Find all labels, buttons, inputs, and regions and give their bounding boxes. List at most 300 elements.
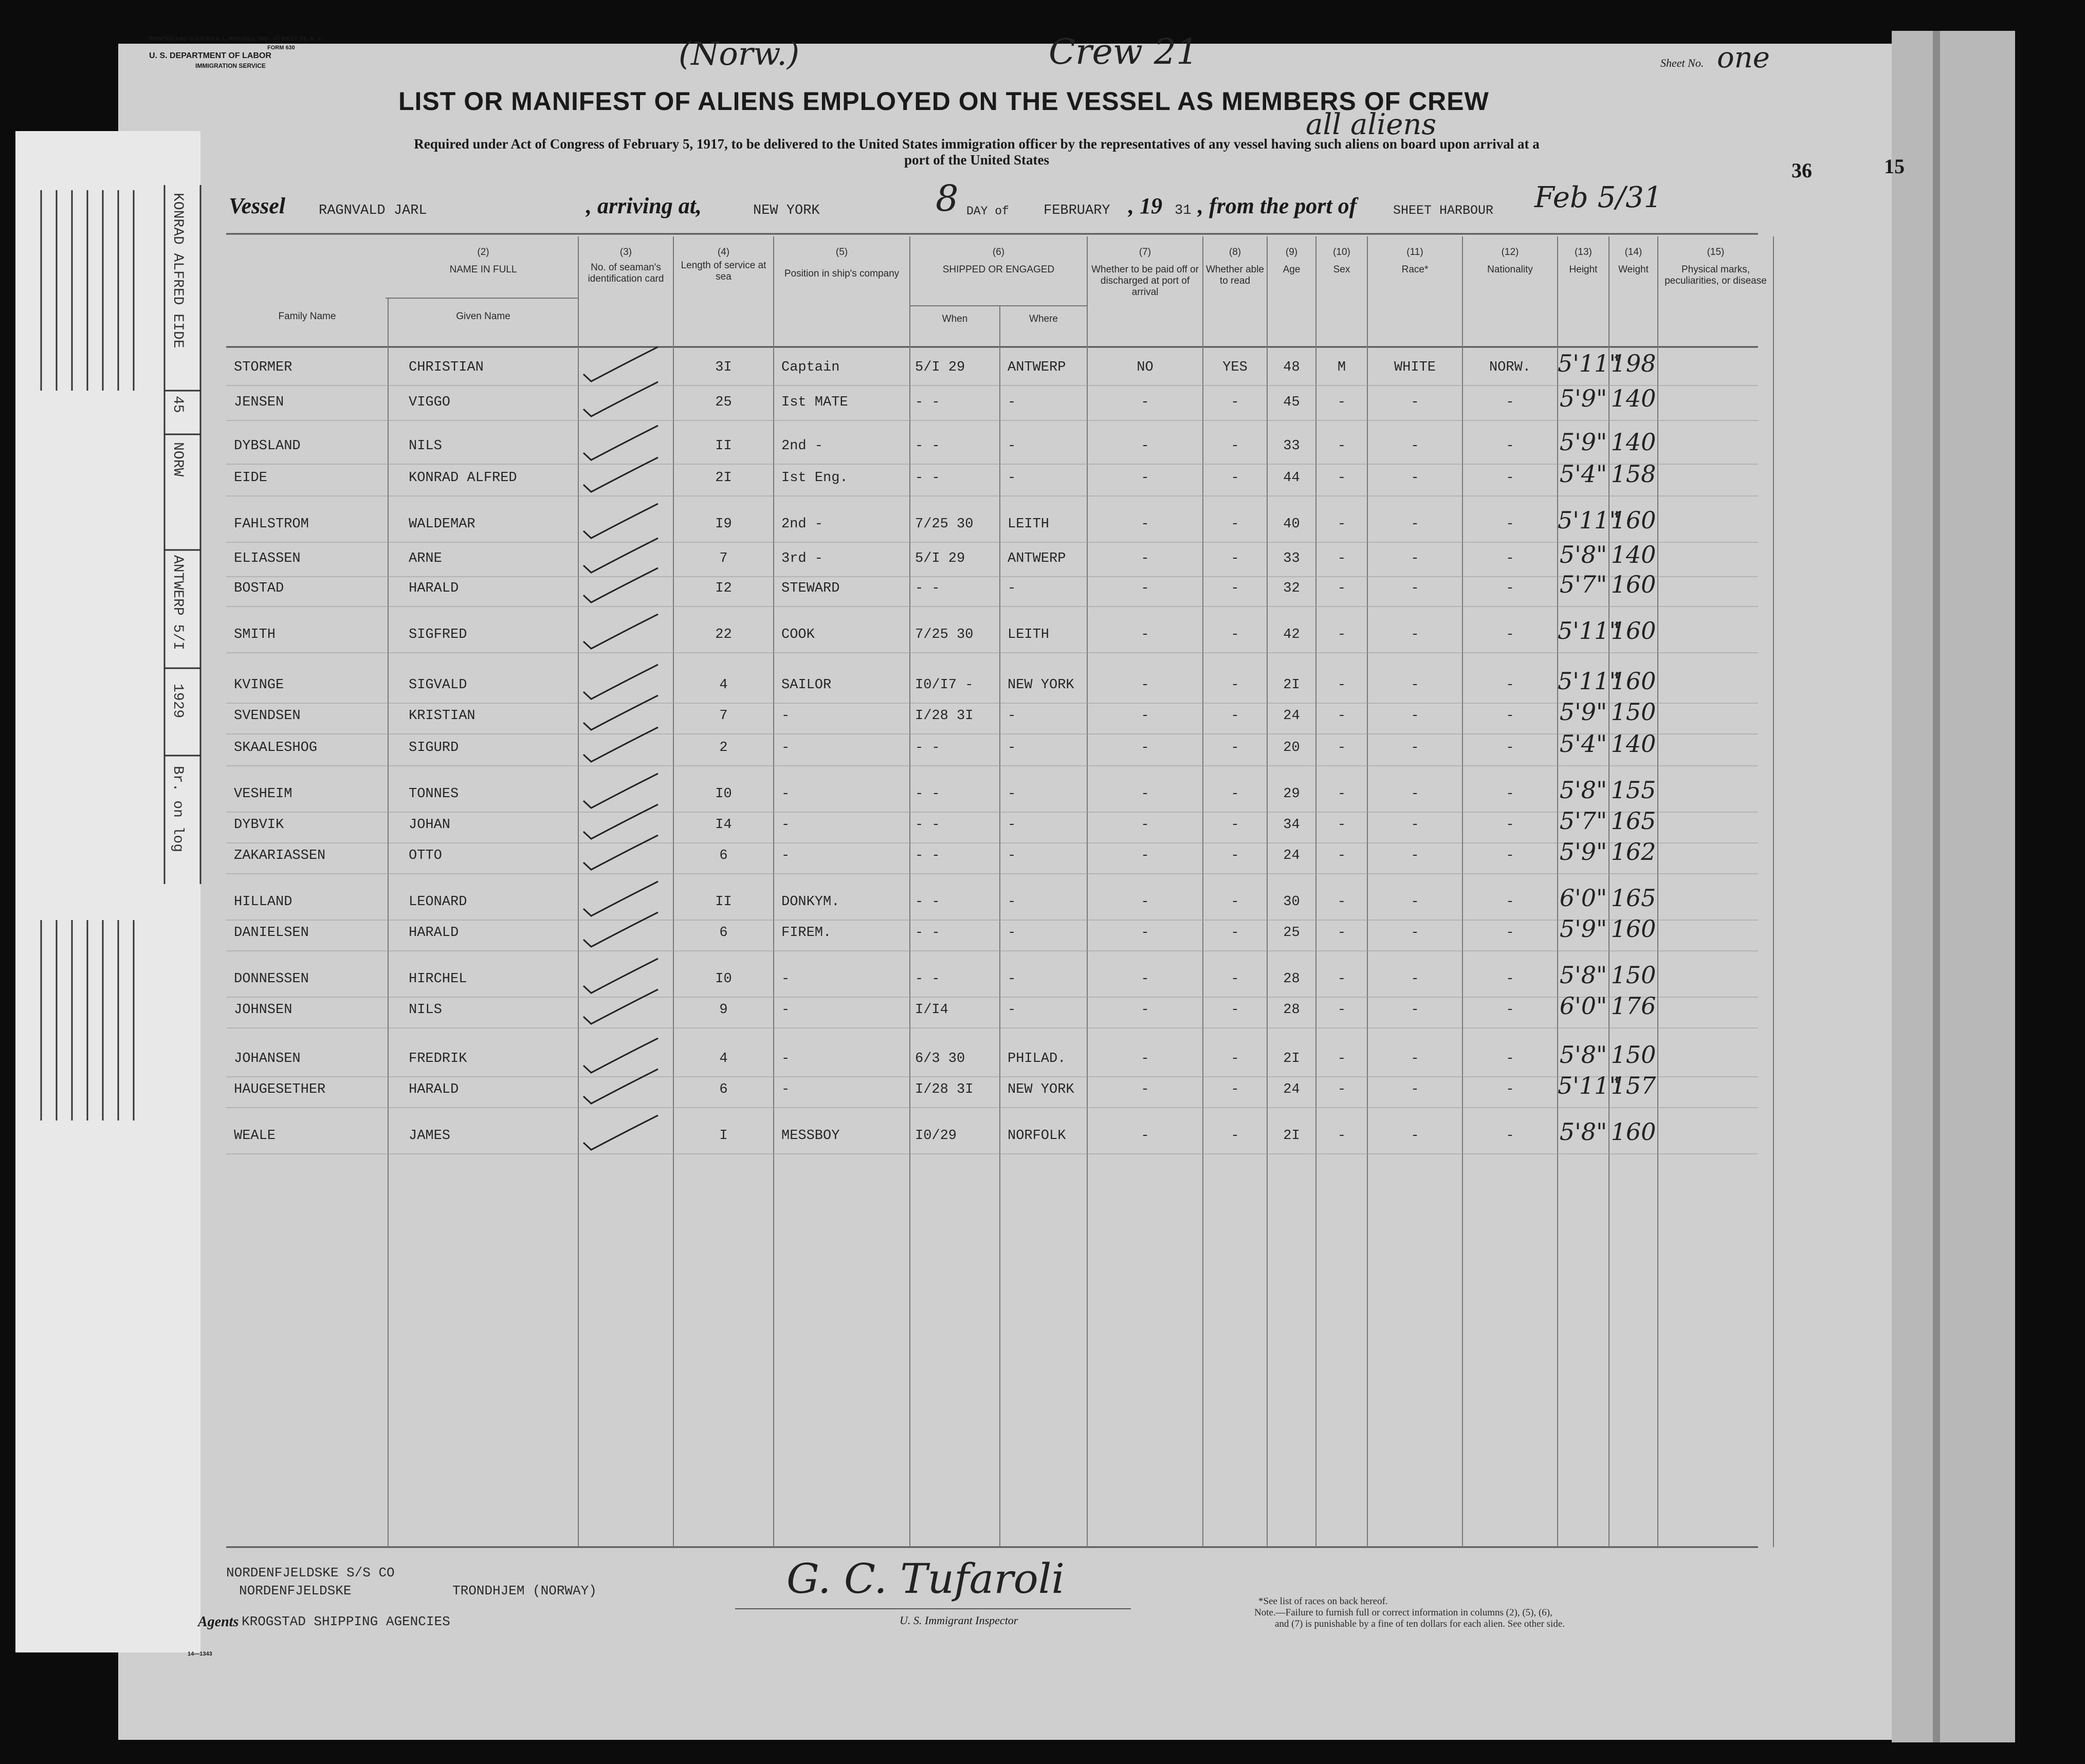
slip-age: 45 bbox=[170, 396, 186, 413]
cell-height: 5'7" bbox=[1559, 571, 1607, 598]
cell-race: - bbox=[1411, 925, 1419, 941]
cell-weight: 140 bbox=[1611, 384, 1656, 412]
cell-weight: 162 bbox=[1611, 838, 1656, 866]
cell-when: I/28 3I bbox=[915, 1082, 974, 1097]
annotation-crew: Crew 21 bbox=[1049, 32, 1199, 72]
cell-when: 7/25 30 bbox=[915, 517, 974, 532]
vessel-label: Vessel bbox=[229, 193, 285, 218]
cell-sex: - bbox=[1337, 551, 1346, 566]
cell-sex: - bbox=[1337, 894, 1346, 910]
cell-family: DYBVIK bbox=[234, 817, 284, 833]
cell-read: - bbox=[1231, 817, 1239, 833]
cell-family: HILLAND bbox=[234, 894, 292, 910]
inspector-label: U. S. Immigrant Inspector bbox=[900, 1614, 1018, 1627]
cell-age: 40 bbox=[1283, 517, 1300, 532]
cell-weight: 160 bbox=[1611, 617, 1656, 645]
cell-paid: - bbox=[1141, 786, 1149, 802]
cell-age: 25 bbox=[1283, 925, 1300, 941]
cell-nat: - bbox=[1506, 848, 1514, 863]
cell-paid: - bbox=[1141, 677, 1149, 693]
cell-service: 2 bbox=[719, 740, 728, 756]
cell-sex: M bbox=[1337, 360, 1346, 375]
col6-where: Where bbox=[1029, 314, 1058, 324]
arrival-port: NEW YORK bbox=[753, 203, 820, 218]
cell-given: CHRISTIAN bbox=[409, 360, 484, 375]
cell-service: 7 bbox=[719, 708, 728, 724]
cell-race: - bbox=[1411, 971, 1419, 987]
cell-weight: 198 bbox=[1611, 350, 1656, 377]
cell-family: DYBSLAND bbox=[234, 438, 301, 454]
cell-family: SMITH bbox=[234, 627, 276, 642]
cell-position: - bbox=[781, 740, 790, 756]
col2-title: NAME IN FULL bbox=[449, 264, 517, 275]
cell-family: BOSTAD bbox=[234, 581, 284, 596]
cell-paid: - bbox=[1141, 470, 1149, 486]
cell-family: EIDE bbox=[234, 470, 267, 486]
cell-where: NEW YORK bbox=[1008, 677, 1074, 693]
col5-num: (5) bbox=[835, 247, 848, 258]
from-port: SHEET HARBOUR bbox=[1393, 203, 1494, 218]
cell-position: - bbox=[781, 1082, 790, 1097]
cell-when: 6/3 30 bbox=[915, 1051, 965, 1067]
cell-position: - bbox=[781, 971, 790, 987]
cell-nat: - bbox=[1506, 581, 1514, 596]
note-fine: and (7) is punishable by a fine of ten dollars for each alien. See other side. bbox=[1275, 1619, 1565, 1629]
slip-year: 1929 bbox=[170, 684, 186, 719]
cell-nat: - bbox=[1506, 1082, 1514, 1097]
cell-family: VESHEIM bbox=[234, 786, 292, 802]
cell-age: 2I bbox=[1283, 1128, 1300, 1144]
cell-paid: - bbox=[1141, 1082, 1149, 1097]
cell-race: - bbox=[1411, 708, 1419, 724]
cell-sex: - bbox=[1337, 677, 1346, 693]
cell-paid: - bbox=[1141, 627, 1149, 642]
col14-num: (14) bbox=[1624, 247, 1642, 258]
cell-race: WHITE bbox=[1394, 360, 1436, 375]
cell-service: I2 bbox=[715, 581, 732, 596]
cell-age: 24 bbox=[1283, 708, 1300, 724]
col2-given: Given Name bbox=[456, 311, 510, 322]
cell-weight: 150 bbox=[1611, 1041, 1656, 1069]
cell-sex: - bbox=[1337, 470, 1346, 486]
cell-height: 5'9" bbox=[1559, 428, 1607, 456]
cell-when: - - bbox=[915, 395, 940, 410]
cell-when: I/I4 bbox=[915, 1002, 948, 1018]
cell-read: - bbox=[1231, 677, 1239, 693]
cell-height: 5'4" bbox=[1559, 460, 1607, 488]
col12-num: (12) bbox=[1501, 247, 1519, 258]
cell-where: - bbox=[1008, 470, 1016, 486]
cell-where: ANTWERP bbox=[1008, 360, 1066, 375]
cell-read: - bbox=[1231, 894, 1239, 910]
cell-age: 33 bbox=[1283, 438, 1300, 454]
cell-when: - - bbox=[915, 971, 940, 987]
agents-name: KROGSTAD SHIPPING AGENCIES bbox=[242, 1614, 450, 1629]
cell-height: 5'9" bbox=[1559, 384, 1607, 412]
cell-position: Ist MATE bbox=[781, 395, 848, 410]
form-code: 14—1343 bbox=[188, 1651, 212, 1657]
col3-num: (3) bbox=[619, 247, 632, 258]
col7-title: Whether to be paid off or discharged at port of arrival bbox=[1091, 264, 1199, 298]
cell-service: II bbox=[715, 894, 732, 910]
cell-race: - bbox=[1411, 740, 1419, 756]
cell-family: WEALE bbox=[234, 1128, 276, 1144]
cell-race: - bbox=[1411, 1128, 1419, 1144]
col11-title: Race* bbox=[1401, 264, 1429, 275]
col6-title: SHIPPED OR ENGAGED bbox=[942, 264, 1055, 275]
cell-nat: - bbox=[1506, 894, 1514, 910]
cell-family: DANIELSEN bbox=[234, 925, 309, 941]
cell-paid: - bbox=[1141, 817, 1149, 833]
cell-race: - bbox=[1411, 395, 1419, 410]
cell-race: - bbox=[1411, 627, 1419, 642]
cell-read: - bbox=[1231, 438, 1239, 454]
cell-given: HARALD bbox=[409, 925, 459, 941]
company-city: TRONDHJEM (NORWAY) bbox=[452, 1583, 597, 1598]
col12-title: Nationality bbox=[1487, 264, 1533, 275]
cell-read: - bbox=[1231, 1051, 1239, 1067]
cell-given: LEONARD bbox=[409, 894, 467, 910]
cell-height: 5'9" bbox=[1559, 915, 1607, 943]
cell-position: SAILOR bbox=[781, 677, 832, 693]
sheet-label: Sheet No. bbox=[1660, 57, 1704, 69]
cell-position: - bbox=[781, 1002, 790, 1018]
cell-family: KVINGE bbox=[234, 677, 284, 693]
cell-service: I bbox=[719, 1128, 728, 1144]
cell-nat: - bbox=[1506, 925, 1514, 941]
cell-given: NILS bbox=[409, 1002, 442, 1018]
cell-paid: - bbox=[1141, 438, 1149, 454]
cell-age: 33 bbox=[1283, 551, 1300, 566]
cell-service: II bbox=[715, 438, 732, 454]
cell-age: 34 bbox=[1283, 817, 1300, 833]
cell-when: - - bbox=[915, 894, 940, 910]
sheet-value: one bbox=[1717, 41, 1770, 75]
cell-weight: 150 bbox=[1611, 961, 1656, 989]
cell-height: 5'8" bbox=[1559, 1041, 1607, 1069]
cell-age: 24 bbox=[1283, 848, 1300, 863]
subtitle-line1: Required under Act of Congress of February 5, 1917, to be delivered to the United States immigration officer by the representatives of any vessel having such aliens on board upon arrival at a bbox=[414, 136, 1540, 152]
cell-given: SIGURD bbox=[409, 740, 459, 756]
cell-read: - bbox=[1231, 470, 1239, 486]
cell-race: - bbox=[1411, 581, 1419, 596]
cell-where: - bbox=[1008, 740, 1016, 756]
cell-nat: - bbox=[1506, 627, 1514, 642]
cell-height: 5'8" bbox=[1559, 776, 1607, 804]
cell-race: - bbox=[1411, 894, 1419, 910]
cell-nat: - bbox=[1506, 817, 1514, 833]
cell-race: - bbox=[1411, 438, 1419, 454]
form-number: FORM 630 bbox=[267, 45, 295, 51]
company-line1: NORDENFJELDSKE S/S CO bbox=[226, 1565, 395, 1581]
cell-height: 5'11" bbox=[1558, 1072, 1620, 1099]
cell-paid: - bbox=[1141, 894, 1149, 910]
cell-height: 5'11" bbox=[1558, 667, 1620, 695]
cell-paid: - bbox=[1141, 708, 1149, 724]
cell-age: 20 bbox=[1283, 740, 1300, 756]
cell-where: PHILAD. bbox=[1008, 1051, 1066, 1067]
cell-position: Captain bbox=[781, 360, 840, 375]
note-races: *See list of races on back hereof. bbox=[1258, 1596, 1388, 1607]
cell-height: 5'11" bbox=[1558, 617, 1620, 645]
arriving-label: , arriving at, bbox=[586, 193, 702, 218]
cell-weight: 160 bbox=[1611, 506, 1656, 534]
cell-read: - bbox=[1231, 925, 1239, 941]
cell-nat: - bbox=[1506, 470, 1514, 486]
cell-service: 7 bbox=[719, 551, 728, 566]
cell-family: ELIASSEN bbox=[234, 551, 301, 566]
cell-nat: - bbox=[1506, 551, 1514, 566]
cell-nat: - bbox=[1506, 438, 1514, 454]
cell-where: - bbox=[1008, 925, 1016, 941]
cell-height: 5'8" bbox=[1559, 1118, 1607, 1146]
cell-given: KRISTIAN bbox=[409, 708, 475, 724]
cell-given: NILS bbox=[409, 438, 442, 454]
cell-read: - bbox=[1231, 395, 1239, 410]
cell-height: 5'11" bbox=[1558, 350, 1620, 377]
department: U. S. DEPARTMENT OF LABOR bbox=[149, 51, 271, 60]
cell-race: - bbox=[1411, 848, 1419, 863]
cell-weight: 160 bbox=[1611, 571, 1656, 598]
cell-service: 4 bbox=[719, 677, 728, 693]
cell-where: - bbox=[1008, 786, 1016, 802]
cell-sex: - bbox=[1337, 1051, 1346, 1067]
cell-race: - bbox=[1411, 470, 1419, 486]
cell-read: - bbox=[1231, 627, 1239, 642]
cell-position: COOK bbox=[781, 627, 815, 642]
cell-read: - bbox=[1231, 1128, 1239, 1144]
cell-given: JAMES bbox=[409, 1128, 451, 1144]
cell-service: 4 bbox=[719, 1051, 728, 1067]
cell-paid: - bbox=[1141, 971, 1149, 987]
cell-service: 2I bbox=[715, 470, 732, 486]
col15-title: Physical marks, peculiarities, or disease bbox=[1665, 264, 1767, 286]
cell-sex: - bbox=[1337, 1082, 1346, 1097]
day-label: DAY of bbox=[966, 205, 1009, 218]
cell-read: - bbox=[1231, 971, 1239, 987]
cell-given: JOHAN bbox=[409, 817, 451, 833]
col2-family: Family Name bbox=[278, 311, 336, 322]
cell-where: ANTWERP bbox=[1008, 551, 1066, 566]
col6-num: (6) bbox=[992, 247, 1005, 258]
cell-where: - bbox=[1008, 581, 1016, 596]
cell-given: HARALD bbox=[409, 581, 459, 596]
cell-when: - - bbox=[915, 470, 940, 486]
cell-position: - bbox=[781, 848, 790, 863]
cell-height: 5'9" bbox=[1559, 698, 1607, 726]
cell-sex: - bbox=[1337, 971, 1346, 987]
inspector-signature: G. C. Tufaroli bbox=[787, 1555, 1065, 1603]
year-prefix: , 19 bbox=[1128, 193, 1162, 218]
cell-height: 6'0" bbox=[1559, 884, 1607, 912]
cell-race: - bbox=[1411, 1082, 1419, 1097]
cell-position: 3rd - bbox=[781, 551, 824, 566]
cell-paid: - bbox=[1141, 1128, 1149, 1144]
cell-read: - bbox=[1231, 1082, 1239, 1097]
cell-service: 6 bbox=[719, 848, 728, 863]
cell-given: FREDRIK bbox=[409, 1051, 467, 1067]
col8-title: Whether able to read bbox=[1205, 264, 1264, 286]
cell-when: - - bbox=[915, 740, 940, 756]
cell-service: 22 bbox=[715, 627, 732, 642]
cell-sex: - bbox=[1337, 708, 1346, 724]
cell-service: 3I bbox=[715, 360, 732, 375]
cell-read: - bbox=[1231, 1002, 1239, 1018]
cell-nat: - bbox=[1506, 786, 1514, 802]
cell-when: - - bbox=[915, 438, 940, 454]
cell-race: - bbox=[1411, 817, 1419, 833]
slip-name: KONRAD ALFRED EIDE bbox=[170, 193, 186, 348]
cell-service: I9 bbox=[715, 517, 732, 532]
cell-weight: 157 bbox=[1611, 1072, 1656, 1099]
cell-family: FAHLSTROM bbox=[234, 517, 309, 532]
cell-when: - - bbox=[915, 848, 940, 863]
cell-sex: - bbox=[1337, 517, 1346, 532]
cell-service: I4 bbox=[715, 817, 732, 833]
cell-paid: - bbox=[1141, 848, 1149, 863]
printer-note: PRINTED AND SOLD BY A. L. RUSSELL, INC., 47 WEST ST., N. Y. bbox=[149, 36, 322, 42]
col13-num: (13) bbox=[1575, 247, 1592, 258]
cell-sex: - bbox=[1337, 395, 1346, 410]
cell-when: - - bbox=[915, 817, 940, 833]
col3-title: No. of seaman's identification card bbox=[588, 262, 664, 284]
cell-nat: - bbox=[1506, 1002, 1514, 1018]
col13-title: Height bbox=[1569, 264, 1598, 275]
cell-where: LEITH bbox=[1008, 517, 1050, 532]
cell-age: 32 bbox=[1283, 581, 1300, 596]
cell-nat: - bbox=[1506, 1128, 1514, 1144]
cell-nat: - bbox=[1506, 740, 1514, 756]
cell-given: HARALD bbox=[409, 1082, 459, 1097]
cell-weight: 158 bbox=[1611, 460, 1656, 488]
cell-weight: 155 bbox=[1611, 776, 1656, 804]
cell-family: SVENDSEN bbox=[234, 708, 301, 724]
cell-where: - bbox=[1008, 708, 1016, 724]
cell-sex: - bbox=[1337, 1002, 1346, 1018]
cell-sex: - bbox=[1337, 786, 1346, 802]
cell-family: HAUGESETHER bbox=[234, 1082, 326, 1097]
cell-read: - bbox=[1231, 708, 1239, 724]
cell-family: JOHNSEN bbox=[234, 1002, 292, 1018]
cell-where: - bbox=[1008, 971, 1016, 987]
cell-age: 44 bbox=[1283, 470, 1300, 486]
cell-service: 6 bbox=[719, 925, 728, 941]
cell-where: - bbox=[1008, 848, 1016, 863]
cell-given: WALDEMAR bbox=[409, 517, 475, 532]
cell-weight: 165 bbox=[1611, 884, 1656, 912]
cell-nat: - bbox=[1506, 708, 1514, 724]
cell-position: Ist Eng. bbox=[781, 470, 848, 486]
arrival-day: 8 bbox=[936, 177, 959, 219]
vessel-name: RAGNVALD JARL bbox=[319, 203, 427, 218]
cell-when: - - bbox=[915, 581, 940, 596]
col9-num: (9) bbox=[1285, 247, 1298, 258]
cell-family: ZAKARIASSEN bbox=[234, 848, 326, 863]
cell-height: 5'8" bbox=[1559, 961, 1607, 989]
cell-age: 45 bbox=[1283, 395, 1300, 410]
cell-service: 6 bbox=[719, 1082, 728, 1097]
cell-service: I0 bbox=[715, 971, 732, 987]
cell-paid: - bbox=[1141, 517, 1149, 532]
cell-race: - bbox=[1411, 1051, 1419, 1067]
cell-sex: - bbox=[1337, 627, 1346, 642]
cell-service: 25 bbox=[715, 395, 732, 410]
agents-label: Agents bbox=[198, 1614, 239, 1630]
cell-nat: - bbox=[1506, 517, 1514, 532]
cell-position: MESSBOY bbox=[781, 1128, 840, 1144]
cell-nat: - bbox=[1506, 971, 1514, 987]
cell-paid: - bbox=[1141, 925, 1149, 941]
col7-num: (7) bbox=[1139, 247, 1151, 258]
cell-nat: - bbox=[1506, 1051, 1514, 1067]
col6-when: When bbox=[942, 314, 968, 324]
slip-shipped: ANTWERP 5/I bbox=[170, 555, 186, 650]
cell-race: - bbox=[1411, 1002, 1419, 1018]
cell-when: - - bbox=[915, 786, 940, 802]
cell-age: 29 bbox=[1283, 786, 1300, 802]
cell-height: 5'4" bbox=[1559, 730, 1607, 758]
cell-age: 42 bbox=[1283, 627, 1300, 642]
cell-when: 5/I 29 bbox=[915, 360, 965, 375]
annotation-all-aliens: all aliens bbox=[1306, 108, 1437, 141]
cell-given: HIRCHEL bbox=[409, 971, 467, 987]
cell-position: - bbox=[781, 1051, 790, 1067]
cell-when: I0/29 bbox=[915, 1128, 957, 1144]
cell-given: SIGFRED bbox=[409, 627, 467, 642]
cell-age: 48 bbox=[1283, 360, 1300, 375]
cell-position: 2nd - bbox=[781, 517, 824, 532]
cell-when: 7/25 30 bbox=[915, 627, 974, 642]
col9-title: Age bbox=[1283, 264, 1301, 275]
cell-age: 2I bbox=[1283, 1051, 1300, 1067]
cell-paid: - bbox=[1141, 1051, 1149, 1067]
cell-race: - bbox=[1411, 551, 1419, 566]
cell-read: - bbox=[1231, 740, 1239, 756]
cell-age: 28 bbox=[1283, 1002, 1300, 1018]
col15-num: (15) bbox=[1707, 247, 1725, 258]
col4-num: (4) bbox=[717, 247, 730, 258]
col4-title: Length of service at sea bbox=[681, 260, 766, 282]
cell-family: JOHANSEN bbox=[234, 1051, 301, 1067]
cell-height: 5'11" bbox=[1558, 506, 1620, 534]
cell-height: 5'9" bbox=[1559, 838, 1607, 866]
cell-read: - bbox=[1231, 581, 1239, 596]
cell-given: KONRAD ALFRED bbox=[409, 470, 517, 486]
cell-race: - bbox=[1411, 786, 1419, 802]
cell-when: I/28 3I bbox=[915, 708, 974, 724]
cell-when: - - bbox=[915, 925, 940, 941]
cell-service: 9 bbox=[719, 1002, 728, 1018]
cell-given: VIGGO bbox=[409, 395, 451, 410]
cell-age: 2I bbox=[1283, 677, 1300, 693]
cell-read: - bbox=[1231, 786, 1239, 802]
cell-paid: - bbox=[1141, 581, 1149, 596]
cell-given: ARNE bbox=[409, 551, 442, 566]
cell-given: TONNES bbox=[409, 786, 459, 802]
cell-height: 5'8" bbox=[1559, 541, 1607, 568]
cell-race: - bbox=[1411, 677, 1419, 693]
cell-read: - bbox=[1231, 517, 1239, 532]
subtitle-line2: port of the United States bbox=[904, 152, 1049, 168]
cell-race: - bbox=[1411, 517, 1419, 532]
cell-position: STEWARD bbox=[781, 581, 840, 596]
from-label: , from the port of bbox=[1198, 193, 1357, 218]
note-failure: Note.—Failure to furnish full or correct information in columns (2), (5), (6), bbox=[1254, 1607, 1552, 1618]
cell-weight: 150 bbox=[1611, 698, 1656, 726]
year-suffix: 31 bbox=[1175, 203, 1192, 218]
cell-position: FIREM. bbox=[781, 925, 832, 941]
service: IMMIGRATION SERVICE bbox=[195, 62, 266, 69]
